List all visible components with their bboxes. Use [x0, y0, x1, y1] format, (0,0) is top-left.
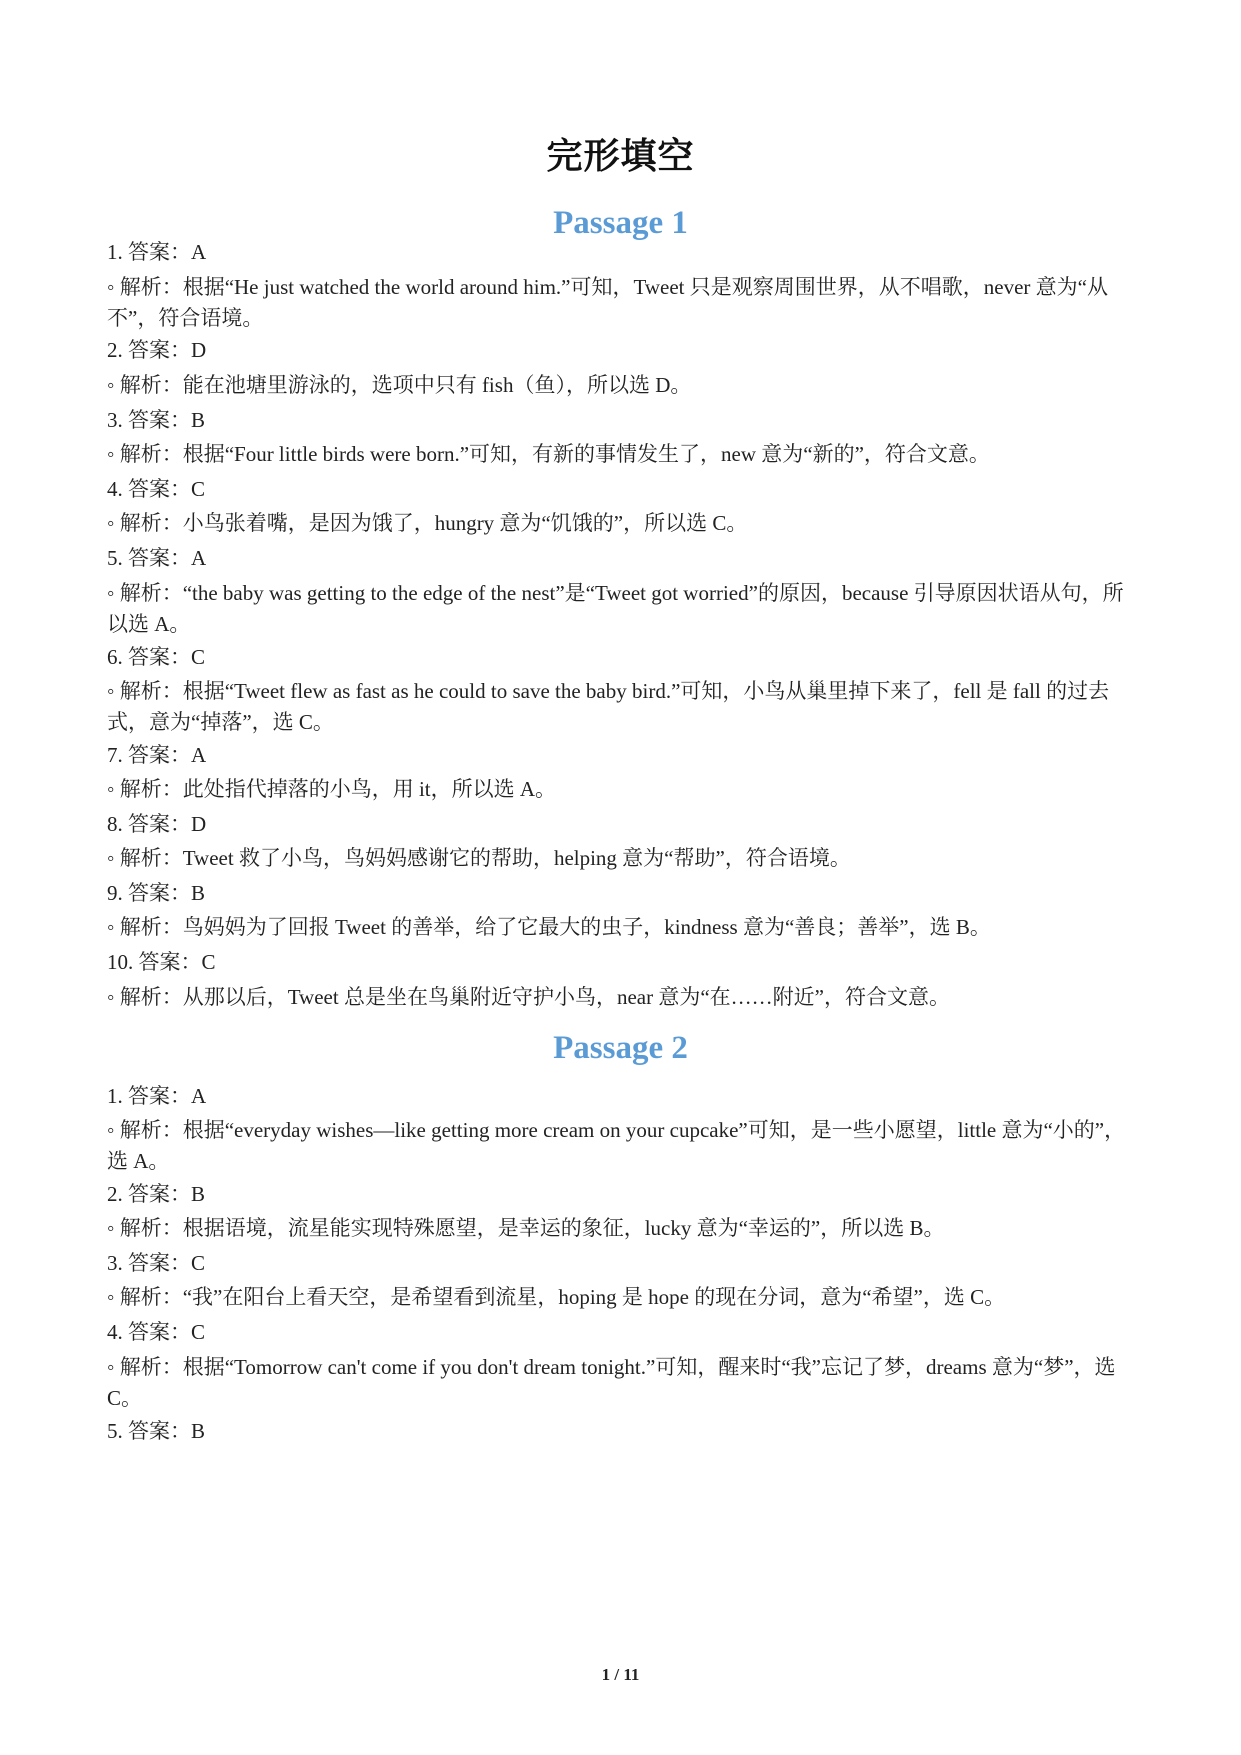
answer-line: 4. 答案：C	[107, 1320, 206, 1344]
answer-line: 2. 答案：D	[107, 338, 207, 362]
document-title: 完形填空	[546, 136, 695, 177]
passage-2-heading: Passage 2	[553, 1030, 688, 1066]
analysis-line: ◦ 解析：根据“Four little birds were born.”可知，有新的事情发生了，new 意为“新的”，符合文意。	[107, 442, 990, 466]
analysis-line: ◦ 解析：“the baby was getting to the edge of the nest”是“Tweet got worried”的原因，because 引导原因状语从句，所以选 A。	[107, 581, 1124, 636]
answer-line: 10. 答案：C	[107, 950, 216, 974]
answer-line: 5. 答案：A	[107, 546, 207, 570]
analysis-line: ◦ 解析：根据“Tweet flew as fast as he could to save the baby bird.”可知，小鸟从巢里掉下来了，fell 是 fall 的过去式，意为“掉落”，选 C。	[107, 679, 1110, 734]
analysis-line: ◦ 解析：小鸟张着嘴，是因为饿了，hungry 意为“饥饿的”，所以选 C。	[107, 511, 748, 535]
page-number: 1 / 11	[601, 1665, 640, 1684]
answer-line: 3. 答案：B	[107, 408, 206, 432]
passage-1-heading: Passage 1	[553, 205, 688, 241]
answer-line: 2. 答案：B	[107, 1182, 206, 1206]
analysis-line: ◦ 解析：能在池塘里游泳的，选项中只有 fish（鱼），所以选 D。	[107, 373, 692, 397]
analysis-line: ◦ 解析：Tweet 救了小鸟，鸟妈妈感谢它的帮助，helping 意为“帮助”，符合语境。	[107, 846, 851, 870]
analysis-line: ◦ 解析：此处指代掉落的小鸟，用 it，所以选 A。	[107, 777, 557, 801]
answer-line: 1. 答案：A	[107, 1084, 207, 1108]
answer-line: 5. 答案：B	[107, 1419, 206, 1443]
answer-line: 6. 答案：C	[107, 645, 206, 669]
analysis-line: ◦ 解析：根据“Tomorrow can't come if you don't dream tonight.”可知，醒来时“我”忘记了梦，dreams 意为“梦”，选 C。	[107, 1355, 1116, 1410]
answer-line: 1. 答案：A	[107, 240, 207, 264]
analysis-line: ◦ 解析：鸟妈妈为了回报 Tweet 的善举，给了它最大的虫子，kindness 意为“善良；善举”，选 B。	[107, 915, 991, 939]
analysis-line: ◦ 解析：“我”在阳台上看天空，是希望看到流星，hoping 是 hope 的现在分词，意为“希望”，选 C。	[107, 1285, 1006, 1309]
answer-line: 4. 答案：C	[107, 477, 206, 501]
analysis-line: ◦ 解析：根据语境，流星能实现特殊愿望，是幸运的象征，lucky 意为“幸运的”，所以选 B。	[107, 1216, 945, 1240]
answer-line: 8. 答案：D	[107, 812, 207, 836]
analysis-line: ◦ 解析：从那以后，Tweet 总是坐在鸟巢附近守护小鸟，near 意为“在……附近”，符合文意。	[107, 985, 950, 1009]
answer-line: 9. 答案：B	[107, 881, 206, 905]
answer-line: 3. 答案：C	[107, 1251, 206, 1275]
analysis-line: ◦ 解析：根据“He just watched the world around him.”可知，Tweet 只是观察周围世界，从不唱歌，never 意为“从不”，符合语境。	[107, 275, 1108, 330]
analysis-line: ◦ 解析：根据“everyday wishes—like getting more cream on your cupcake”可知，是一些小愿望，little 意为“小的”，选 A。	[107, 1118, 1126, 1173]
answer-line: 7. 答案：A	[107, 743, 207, 767]
